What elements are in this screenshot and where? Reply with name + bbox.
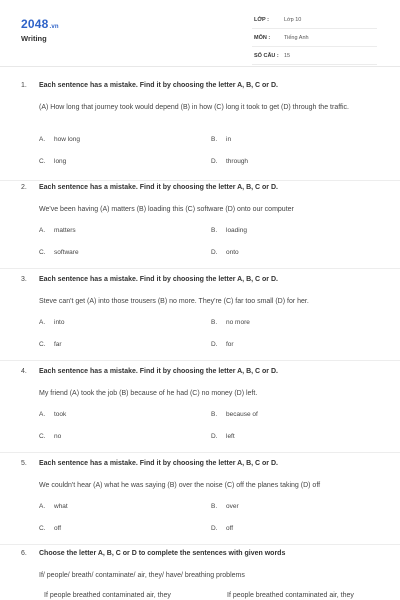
logo-main: 2048 (21, 17, 49, 31)
answer-option-partial[interactable]: If people breathed contaminated air, they (227, 592, 354, 599)
option-letter: D. (211, 433, 218, 440)
option-b[interactable] (211, 227, 247, 234)
question-number: 4. (21, 368, 27, 375)
meta-row-class (252, 15, 377, 29)
question-instruction: Each sentence has a mistake. Find it by choosing the letter A, B, C or D. (39, 460, 278, 467)
question-text: We've been having (A) matters (B) loading this (C) software (D) onto our computer (39, 206, 294, 213)
option-d[interactable] (211, 433, 235, 440)
option-c[interactable] (39, 525, 61, 532)
meta-info (252, 15, 377, 69)
question-instruction: Each sentence has a mistake. Find it by choosing the letter A, B, C or D. (39, 82, 278, 89)
question-text: (A) How long that journey took would depend (B) in how (C) long it took to get (D) through the traffic. (39, 104, 349, 111)
option-letter: D. (211, 249, 218, 256)
option-d[interactable] (211, 158, 248, 165)
question-4 (0, 368, 400, 453)
option-a[interactable] (39, 136, 80, 143)
option-text: matters (54, 227, 76, 234)
option-c[interactable] (39, 249, 79, 256)
option-text: off (226, 525, 234, 532)
question-number: 1. (21, 82, 27, 89)
option-letter: C. (39, 341, 46, 348)
option-text: left (226, 433, 235, 440)
logo-suffix: .vn (49, 24, 59, 30)
meta-value: 15 (284, 53, 291, 59)
option-text: software (54, 249, 79, 256)
option-letter: A. (39, 136, 46, 143)
option-a[interactable] (39, 319, 64, 326)
option-b[interactable] (211, 319, 250, 326)
subject-title: Writing (21, 34, 47, 43)
meta-label: MÔN : (254, 35, 271, 41)
option-c[interactable] (39, 158, 66, 165)
question-5 (0, 460, 400, 545)
question-text: If/ people/ breath/ contaminate/ air, they/ have/ breathing problems (39, 572, 245, 579)
option-text: long (54, 158, 67, 165)
question-number: 3. (21, 276, 27, 283)
worksheet-header (0, 0, 400, 67)
option-text: over (226, 503, 239, 510)
option-text: took (54, 411, 67, 418)
question-text: My friend (A) took the job (B) because of he had (C) no money (D) left. (39, 390, 258, 397)
meta-label: SỐ CÂU : (254, 53, 279, 59)
option-d[interactable] (211, 341, 234, 348)
option-text: for (226, 341, 234, 348)
option-b[interactable] (211, 411, 258, 418)
option-letter: B. (211, 411, 218, 418)
option-text: because of (226, 411, 258, 418)
question-instruction: Each sentence has a mistake. Find it by choosing the letter A, B, C or D. (39, 184, 278, 191)
answer-option-partial[interactable]: If people breathed contaminated air, they (44, 592, 171, 599)
option-text: in (226, 136, 232, 143)
question-number: 2. (21, 184, 27, 191)
option-text: through (226, 158, 249, 165)
option-c[interactable] (39, 433, 61, 440)
meta-row-count (252, 51, 377, 65)
option-letter: C. (39, 249, 46, 256)
question-text: Steve can't get (A) into those trousers (B) no more. They're (C) far too small (D) for her. (39, 298, 309, 305)
option-letter: B. (211, 136, 218, 143)
option-text: loading (226, 227, 247, 234)
meta-label: LỚP : (254, 17, 269, 23)
option-letter: D. (211, 341, 218, 348)
site-logo[interactable] (21, 17, 59, 31)
question-number: 6. (21, 550, 27, 557)
option-letter: D. (211, 525, 218, 532)
option-letter: D. (211, 158, 218, 165)
option-letter: C. (39, 433, 46, 440)
question-2 (0, 184, 400, 269)
meta-value: Lớp 10 (284, 17, 302, 23)
question-number: 5. (21, 460, 27, 467)
option-letter: A. (39, 319, 46, 326)
question-instruction: Choose the letter A, B, C or D to complete the sentences with given words (39, 550, 286, 557)
option-text: what (54, 503, 68, 510)
option-letter: B. (211, 227, 218, 234)
option-d[interactable] (211, 525, 233, 532)
option-letter: C. (39, 158, 46, 165)
option-letter: A. (39, 227, 46, 234)
question-text: We couldn't hear (A) what he was saying (B) over the noise (C) off the planes taking (D) off (39, 482, 321, 489)
option-text: no more (226, 319, 250, 326)
option-text: off (54, 525, 62, 532)
question-1 (0, 82, 400, 181)
option-letter: B. (211, 503, 218, 510)
option-b[interactable] (211, 503, 239, 510)
question-instruction: Each sentence has a mistake. Find it by choosing the letter A, B, C or D. (39, 276, 278, 283)
option-a[interactable] (39, 411, 66, 418)
option-text: onto (226, 249, 239, 256)
option-a[interactable] (39, 227, 76, 234)
option-letter: B. (211, 319, 218, 326)
option-d[interactable] (211, 249, 239, 256)
meta-value: Tiếng Anh (284, 35, 309, 41)
option-c[interactable] (39, 341, 62, 348)
option-letter: C. (39, 525, 46, 532)
option-b[interactable] (211, 136, 231, 143)
meta-row-subject (252, 33, 377, 47)
option-text: into (54, 319, 65, 326)
option-letter: A. (39, 503, 46, 510)
question-6 (0, 550, 400, 600)
option-letter: A. (39, 411, 46, 418)
question-3 (0, 276, 400, 361)
question-instruction: Each sentence has a mistake. Find it by choosing the letter A, B, C or D. (39, 368, 278, 375)
option-text: no (54, 433, 62, 440)
option-text: how long (54, 136, 81, 143)
option-a[interactable] (39, 503, 68, 510)
option-text: far (54, 341, 62, 348)
